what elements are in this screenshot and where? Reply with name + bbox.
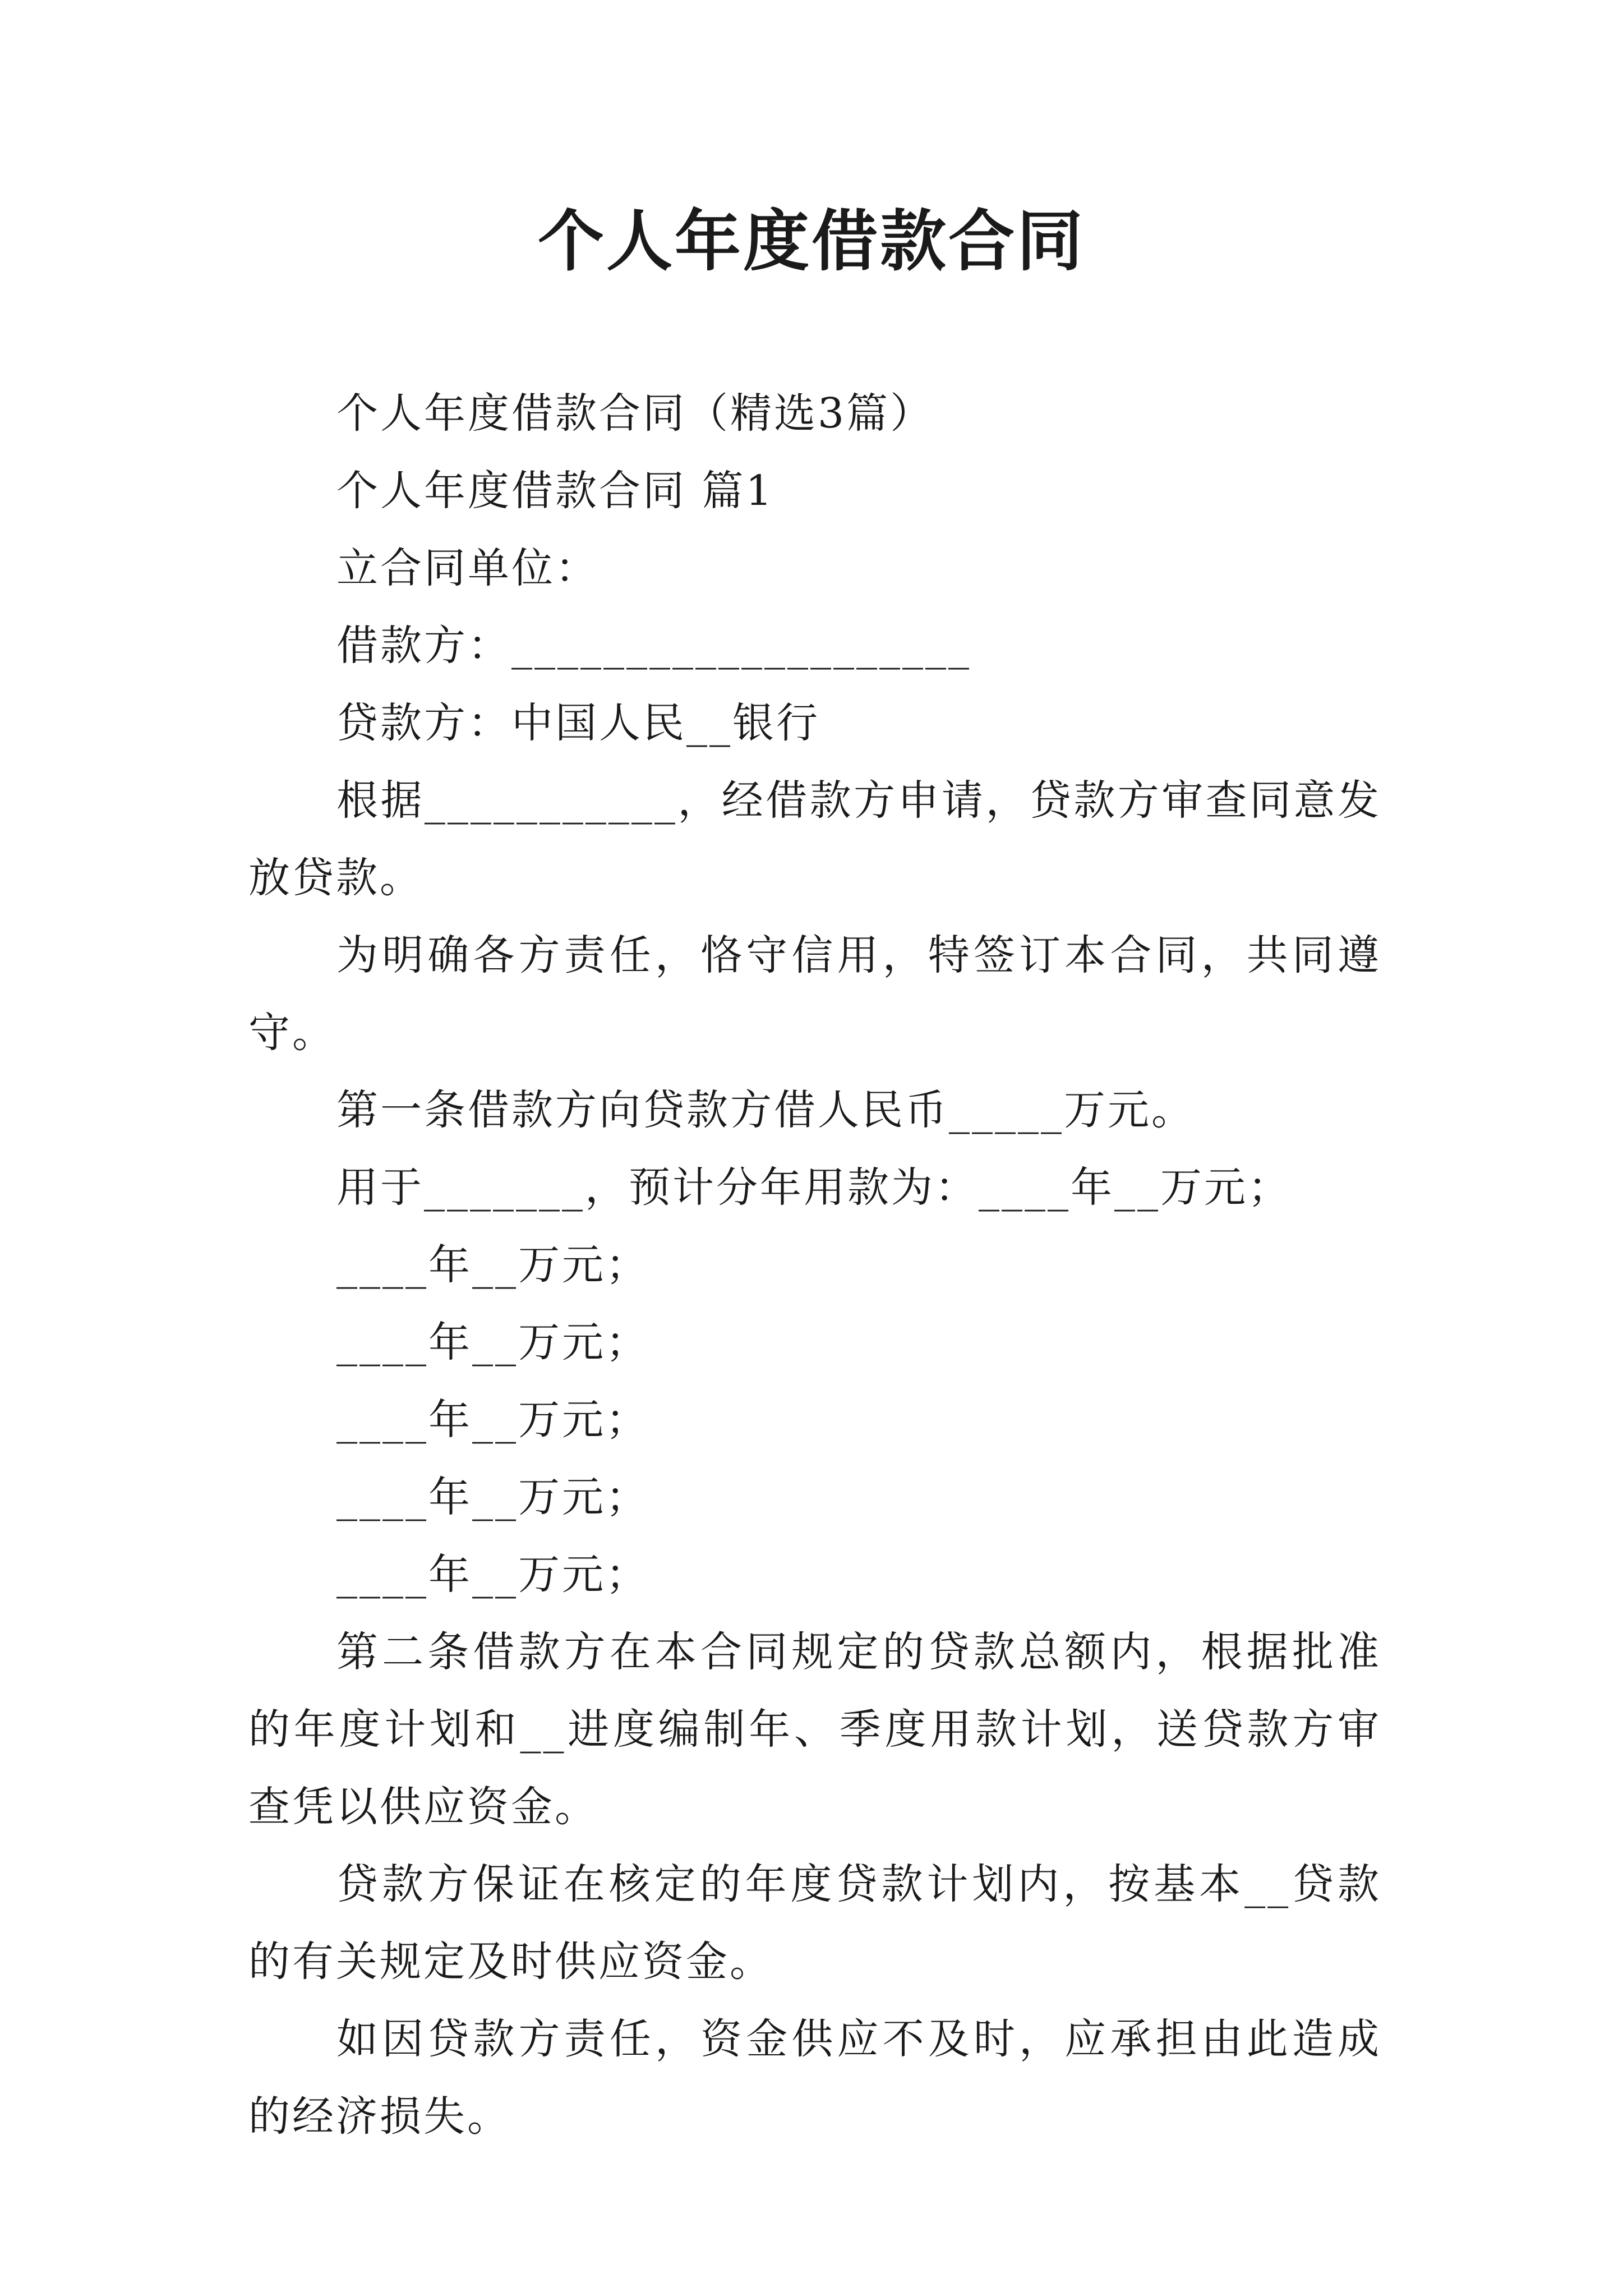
paragraph-basis: 根据___________，经借款方申请，贷款方审查同意发放贷款。 xyxy=(248,776,1381,902)
paragraph-schedule-line: ____年__万元； xyxy=(336,1473,649,1521)
paragraph-purpose: 为明确各方责任，恪守信用，特签订本合同，共同遵守。 xyxy=(248,931,1381,1057)
paragraph-usage: 用于_______，预计分年用款为：____年__万元； xyxy=(336,1163,1292,1212)
document-title: 个人年度借款合同 xyxy=(537,202,1085,280)
paragraph-article-1: 第一条借款方向贷款方借人民币_____万元。 xyxy=(336,1086,1195,1134)
paragraph-borrower: 借款方：____________________ xyxy=(336,622,971,670)
paragraph-lender: 贷款方：中国人民__银行 xyxy=(336,699,820,747)
paragraph-schedule-line: ____年__万元； xyxy=(336,1318,649,1366)
paragraph-liability: 如因贷款方责任，资金供应不及时，应承担由此造成的经济损失。 xyxy=(248,2015,1381,2141)
paragraph-schedule-line: ____年__万元； xyxy=(336,1241,649,1289)
paragraph-schedule-line: ____年__万元； xyxy=(336,1396,649,1444)
paragraph-subtitle: 个人年度借款合同（精选3篇） xyxy=(336,389,934,438)
paragraph-parties-label: 立合同单位： xyxy=(336,544,599,592)
paragraph-article-2: 第二条借款方在本合同规定的贷款总额内，根据批准的年度计划和__进度编制年、季度用款计划，送贷款方审查凭以供应资金。 xyxy=(248,1628,1381,1831)
paragraph-lender-guarantee: 贷款方保证在核定的年度贷款计划内，按基本__贷款的有关规定及时供应资金。 xyxy=(248,1860,1381,1986)
document-body xyxy=(248,375,1381,2155)
paragraph-schedule-line: ____年__万元； xyxy=(336,1550,649,1599)
paragraph-section-heading: 个人年度借款合同 篇1 xyxy=(336,467,774,515)
